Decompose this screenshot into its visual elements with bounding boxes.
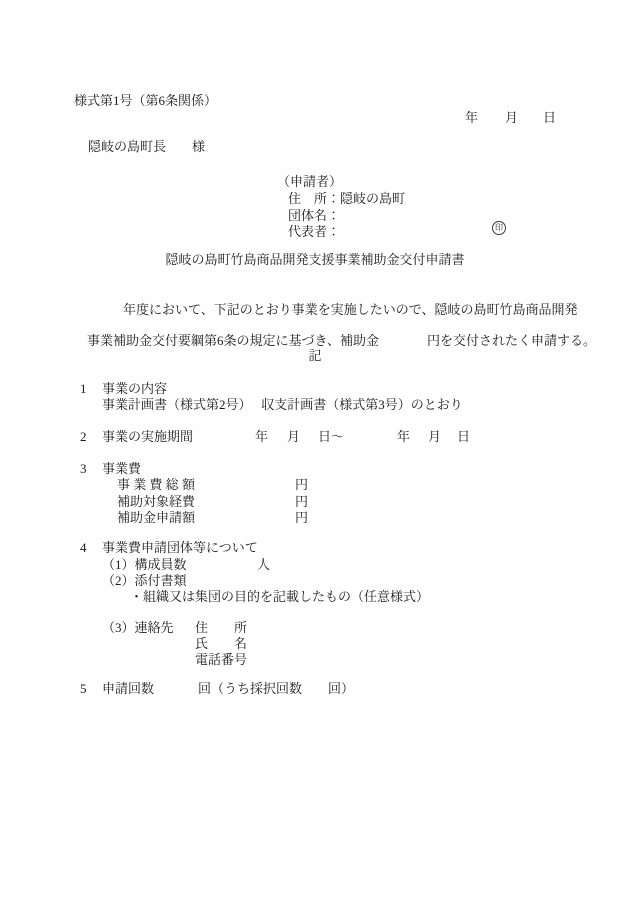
seal-mark [492, 221, 506, 235]
item-4-sub3 [0, 620, 630, 636]
period-end-month-label: 月 [428, 429, 442, 444]
document-title: 隠岐の島町竹島商品開発支援事業補助金交付申請書 [165, 252, 465, 267]
date-line [0, 110, 630, 126]
applicant-organization-line: 団体名： [288, 208, 341, 223]
period-start-year-label: 年 [255, 429, 269, 444]
cost-eligible-label: 補助対象経費 [117, 494, 196, 509]
applicant-address-line: 住 所：隠岐の島町 [288, 191, 406, 206]
item-1-heading [0, 381, 630, 397]
period-start-month-label: 月 [287, 429, 301, 444]
record-heading: 記 [308, 348, 322, 363]
body-line-2-suffix: 円を交付されたく申請する。 [426, 333, 596, 348]
item-4-sub1 [0, 557, 630, 573]
addressee-line: 隠岐の島町長 様 [88, 139, 206, 154]
cost-row-requested [0, 510, 630, 526]
seal-label: 印 [495, 223, 503, 232]
application-counts-label: 回（うち採択回数 回） [198, 681, 355, 696]
period-start-day-label: 日～ [318, 429, 345, 444]
contact-phone-label: 電話番号 [195, 652, 248, 667]
item-3-heading [0, 461, 630, 477]
item-1-number: 1 [80, 381, 87, 396]
subsidy-amount-blank [379, 344, 427, 345]
item-1-title: 事業の内容 [102, 381, 168, 396]
item-5-heading [0, 681, 630, 697]
item-1-detail: 事業計画書（様式第2号） 収支計画書（様式第3号）のとおり [102, 397, 463, 412]
cost-requested-unit: 円 [295, 510, 309, 525]
item-3-title: 事業費 [102, 461, 142, 476]
item-4-title: 事業費申請団体等について [102, 540, 258, 555]
item-2-number: 2 [80, 429, 87, 444]
item-5-number: 5 [80, 681, 87, 696]
item-3-number: 3 [80, 461, 87, 476]
cost-row-total [0, 477, 630, 493]
cost-eligible-unit: 円 [295, 494, 309, 509]
body-line-2-prefix: 事業補助金交付要綱第6条の規定に基づき、補助金 [87, 333, 379, 348]
contact-name-label: 氏 名 [195, 636, 248, 651]
body-line-1: 年度において、下記のとおり事業を実施したいので、隠岐の島町竹島商品開発 [123, 302, 578, 317]
form-number: 様式第1号（第6条関係） [74, 93, 218, 108]
period-end-year-label: 年 [397, 429, 411, 444]
contact-address-label: 住 所 [195, 620, 248, 635]
cost-total-label: 事 業 費 総 額 [117, 477, 196, 492]
period-end-day-label: 日 [457, 429, 471, 444]
cost-row-eligible [0, 494, 630, 510]
attachments-label: （2）添付書類 [102, 573, 187, 588]
item-5-title: 申請回数 [102, 681, 155, 696]
date-month-label: 月 [505, 110, 519, 125]
contact-label: （3）連絡先 [102, 620, 174, 635]
attachments-bullet: ・組織又は集団の目的を記載したもの（任意様式） [130, 589, 430, 604]
date-year-label: 年 [465, 110, 479, 125]
item-2-title: 事業の実施期間 [102, 429, 194, 444]
item-4-number: 4 [80, 540, 87, 555]
applicant-heading: （申請者） [277, 174, 343, 189]
applicant-representative-line: 代表者： [288, 224, 341, 239]
date-day-label: 日 [543, 110, 557, 125]
item-2-heading [0, 429, 630, 445]
member-count-label: （1）構成員数 [102, 557, 187, 572]
item-4-heading [0, 540, 630, 556]
cost-requested-label: 補助金申請額 [117, 510, 196, 525]
cost-total-unit: 円 [295, 477, 309, 492]
member-count-unit: 人 [257, 557, 271, 572]
